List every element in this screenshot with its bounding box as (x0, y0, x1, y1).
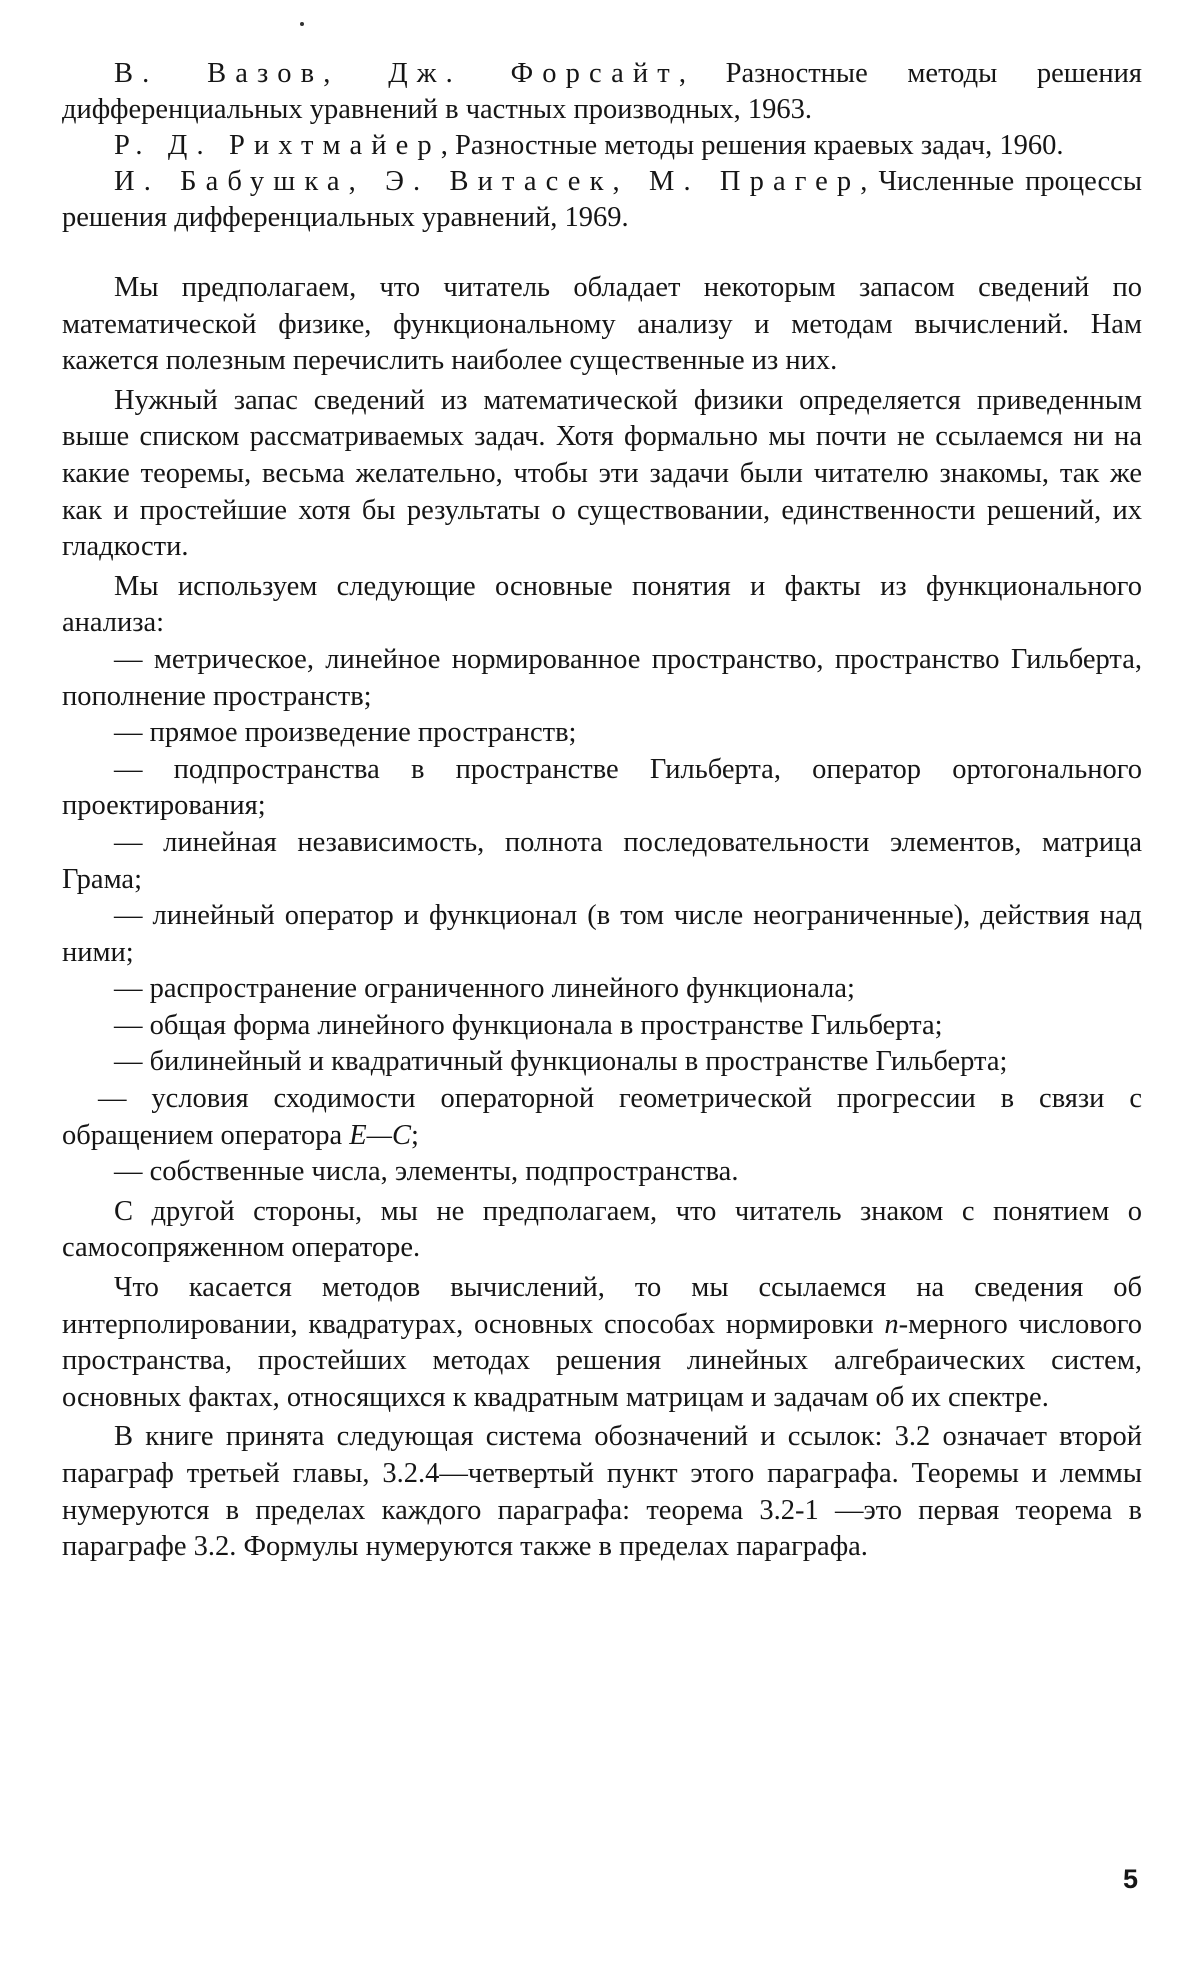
list-item: — распространение ограниченного линейного функционала; (114, 973, 855, 1005)
operator-formula: E—C (349, 1119, 411, 1151)
list-item (62, 1081, 1142, 1154)
list-item: — прямое произведение пространств; (114, 717, 577, 749)
reference-list (62, 56, 1142, 236)
paragraph-prerequisites: Мы предполагаем, что читатель обладает некоторым запасом сведений по математической физике, функциональному анализу и методам вычислений. Нам кажется полезным перечислить наиболее существенные из них. (62, 272, 1142, 377)
ink-dot (300, 22, 304, 26)
reference-item (62, 56, 1142, 128)
list-item: — линейная независимость, полнота последовательности элементов, матрица Грама; (62, 826, 1142, 895)
reference-title: , Разностные методы решения дифференциальных уравнений в частных производных, 1963. (62, 58, 1142, 125)
list-item: — линейный оператор и функционал (в том числе неограниченные), действия над ними; (62, 900, 1142, 968)
paragraph-text: Что касается методов вычислений, то мы ссылаемся на сведения об интерполировании, квадратурах, основных способах нормировки (62, 1272, 1142, 1340)
reference-item (62, 128, 1142, 164)
list-item-punct: ; (411, 1119, 419, 1151)
paragraph-self-adjoint: С другой стороны, мы не предполагаем, что читатель знаком с понятием о самосопряженном операторе. (62, 1195, 1142, 1264)
list-item: — общая форма линейного функционала в пространстве Гильберта; (114, 1009, 943, 1041)
list-item: — метрическое, линейное нормированное пространство, пространство Гильберта, пополнение пространств; (62, 643, 1142, 712)
paragraph-notation: В книге принята следующая система обозначений и ссылок: 3.2 означает второй параграф третьей главы, 3.2.4—четвертый пункт этого параграфа. Теоремы и леммы нумеруются в пределах каждого параграфа: теорема 3.2-1 —это первая теорема в параграфе 3.2. Формулы нумеруются также в пределах параграфа. (62, 1421, 1142, 1563)
reference-authors: В. Вазов, Дж. Форсайт (114, 58, 679, 89)
reference-authors: И. Бабушка, Э. Витасек, М. Прагер (114, 166, 861, 197)
list-item: — подпространства в пространстве Гильберта, оператор ортогонального проектирования; (62, 753, 1142, 822)
page-number: 5 (1122, 1864, 1138, 1894)
list-item: — билинейный и квадратичный функционалы в пространстве Гильберта; (114, 1046, 1008, 1078)
list-item-text: — условия сходимости операторной геометрической прогрессии в связи с обращением оператора (62, 1083, 1142, 1151)
paragraph-math-physics: Нужный запас сведений из математической физики определяется приведенным выше списком рассматриваемых задач. Хотя формально мы почти не ссылаемся ни на какие теоремы, весьма желательно, чтобы эти задачи были читателю знакомы, так же как и простейшие хотя бы результаты о существовании, единственности решений, их гладкости. (62, 384, 1142, 563)
paragraph-text: -мерного числового пространства, простейших методах решения линейных алгебраических систем, основных фактах, относящихся к квадратным матрицам и задачам об их спектре. (62, 1308, 1142, 1413)
reference-authors: Р. Д. Рихтмайер (114, 130, 441, 161)
page-content (62, 56, 1142, 1566)
reference-title: , Разностные методы решения краевых задач, 1960. (440, 130, 1064, 161)
dimension-symbol: n (884, 1308, 899, 1340)
reference-title: , Численные процессы решения дифференциальных уравнений, 1969. (62, 166, 1142, 233)
main-text (62, 270, 1142, 1566)
paragraph-computational-methods (62, 1270, 1142, 1416)
paragraph-functional-analysis: Мы используем следующие основные понятия и факты из функционального анализа: (62, 570, 1142, 639)
reference-item (62, 164, 1142, 236)
list-item: — собственные числа, элементы, подпространства. (114, 1156, 739, 1188)
